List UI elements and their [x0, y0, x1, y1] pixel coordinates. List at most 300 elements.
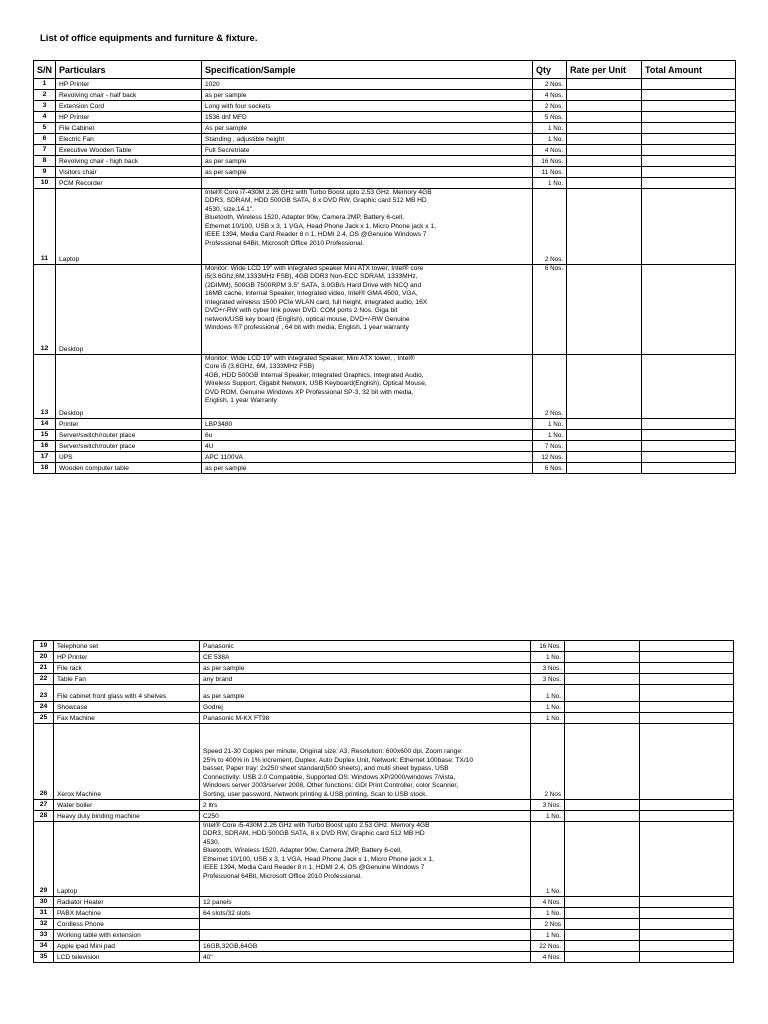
cell-rate: [567, 145, 642, 156]
table-row: [34, 265, 736, 355]
cell-qty: 1 No.: [531, 811, 565, 822]
cell-total: [642, 419, 736, 430]
cell-rate: [565, 811, 640, 822]
header-sn: S/N: [34, 61, 56, 79]
cell-qty: 2 Nos: [531, 919, 565, 930]
table-row: [34, 930, 734, 941]
cell-rate: [565, 663, 640, 674]
table-row: [34, 452, 736, 463]
cell-sn: 18: [34, 463, 56, 474]
cell-particulars: Xerox Machine: [54, 724, 200, 800]
spec-line: Ethernet 10/100, USB x 3, 1 VGA, Head Phone Jack x 1, Micro Phone jack x 1,: [205, 222, 436, 230]
spec-line: 16GB,32GB,64GB: [203, 942, 258, 950]
spec-line: as per sample: [203, 692, 245, 700]
cell-rate: [565, 930, 640, 941]
table-row: [34, 79, 736, 90]
cell-particulars: Showcase: [54, 702, 200, 713]
cell-qty: 1 No.: [533, 430, 567, 441]
cell-specification: [200, 919, 531, 930]
cell-qty: 1 No.: [533, 419, 567, 430]
cell-rate: [565, 952, 640, 963]
cell-specification: [200, 724, 531, 800]
spec-line: Connectivity: USB 2.0 Compatible, Supported OS: Windows XP/2000/windows 7/vista,: [203, 773, 456, 781]
table-row: [34, 145, 736, 156]
cell-particulars: Laptop: [54, 822, 200, 897]
header-rate: Rate per Unit: [567, 61, 642, 79]
cell-specification: [202, 90, 533, 101]
cell-rate: [567, 156, 642, 167]
spec-line: DDR3, SDRAM, HDD 500GB SATA, 8 x DVD RW, Graphic card 512 MB HD: [203, 830, 425, 838]
cell-sn: 26: [34, 724, 54, 800]
cell-rate: [565, 724, 640, 800]
cell-particulars: Printer: [56, 419, 202, 430]
cell-rate: [567, 112, 642, 123]
cell-rate: [567, 430, 642, 441]
table-row: [34, 941, 734, 952]
table-row: [34, 641, 734, 652]
cell-sn: 9: [34, 167, 56, 178]
spec-line: as per sample: [205, 91, 247, 99]
table-row: [34, 908, 734, 919]
table-row: [34, 713, 734, 724]
table-header-row: [34, 61, 736, 79]
cell-rate: [567, 419, 642, 430]
spec-line: English, 1 year Warranty: [205, 397, 277, 405]
spec-line: 4530, size,14.1".: [205, 205, 254, 213]
cell-total: [640, 641, 734, 652]
spec-line: as per sample: [203, 664, 245, 672]
cell-total: [640, 800, 734, 811]
spec-line: as per sample: [205, 464, 247, 472]
cell-sn: 29: [34, 822, 54, 897]
cell-sn: 4: [34, 112, 56, 123]
cell-sn: 7: [34, 145, 56, 156]
cell-sn: 25: [34, 713, 54, 724]
cell-specification: [200, 941, 531, 952]
cell-specification: [202, 156, 533, 167]
cell-particulars: HP Printer: [56, 112, 202, 123]
cell-total: [642, 156, 736, 167]
cell-qty: 16 Nos.: [531, 641, 565, 652]
cell-rate: [567, 189, 642, 265]
table-row: [34, 897, 734, 908]
cell-total: [642, 101, 736, 112]
cell-sn: 12: [34, 265, 56, 355]
cell-qty: 11 Nos.: [533, 167, 567, 178]
spec-line: C250: [203, 812, 219, 820]
spec-line: Speed 21-30 Copies per minute, Original size: A3, Resolution: 600x600 dpi, Zoom range:: [203, 748, 463, 756]
cell-sn: 30: [34, 897, 54, 908]
cell-rate: [565, 897, 640, 908]
cell-specification: [200, 800, 531, 811]
table-row: [34, 685, 734, 702]
table-row: [34, 663, 734, 674]
cell-specification: [202, 112, 533, 123]
table-row: [34, 441, 736, 452]
cell-rate: [565, 652, 640, 663]
cell-sn: 31: [34, 908, 54, 919]
spec-line: i5(3.6Ghz,6M,1333MHz FSB), 4GB DDR3 Non-ECC SDRAM, 1333MHz,: [205, 273, 418, 281]
cell-qty: 1 No.: [531, 822, 565, 897]
table-row: [34, 112, 736, 123]
spec-line: CE 538A: [203, 653, 230, 661]
table-row: [34, 800, 734, 811]
spec-line: As per sample: [205, 124, 248, 132]
spec-line: Sorting, user password, Network printing & USB printing, Scan to USB stock.: [203, 790, 428, 798]
cell-sn: 22: [34, 674, 54, 685]
cell-sn: 24: [34, 702, 54, 713]
cell-qty: 3 Nos.: [531, 800, 565, 811]
cell-total: [642, 441, 736, 452]
spec-line: DVD+/-RW with cyber link power DVD. COM ports 2 Nos. Giga bit: [205, 307, 398, 315]
cell-particulars: Table Fan: [54, 674, 200, 685]
cell-specification: [202, 145, 533, 156]
spec-line: Professional 64Bit, Microsoft Office 2010 Professional.: [203, 872, 362, 880]
cell-rate: [567, 90, 642, 101]
cell-rate: [565, 822, 640, 897]
spec-line: 64 slots/32 slots: [203, 909, 251, 917]
spec-line: Windows ®7 professional , 64 bit with media, English, 1 year warranty: [205, 324, 409, 332]
cell-specification: [202, 178, 533, 189]
cell-total: [642, 265, 736, 355]
cell-qty: 1 No.: [531, 685, 565, 702]
cell-total: [642, 123, 736, 134]
equipment-table-2: [33, 640, 734, 963]
cell-sn: 2: [34, 90, 56, 101]
table-row: [34, 811, 734, 822]
cell-total: [640, 811, 734, 822]
cell-particulars: Telephone set: [54, 641, 200, 652]
cell-sn: 35: [34, 952, 54, 963]
spec-line: Panasonic: [203, 642, 234, 650]
cell-qty: 2 Nos.: [533, 79, 567, 90]
cell-sn: 34: [34, 941, 54, 952]
spec-line: Professional 64Bit, Microsoft Office 2010 Professional.: [205, 239, 364, 247]
table-row: [34, 167, 736, 178]
cell-total: [640, 952, 734, 963]
cell-rate: [567, 123, 642, 134]
cell-particulars: Visitors chair: [56, 167, 202, 178]
cell-total: [640, 724, 734, 800]
spec-line: Ethernet 10/100, USB x 3, 1 VGA, Head Phone Jack x 1, Micro Phone jack x 1,: [203, 855, 434, 863]
cell-particulars: PABX Machine: [54, 908, 200, 919]
cell-qty: 4 Nos.: [531, 897, 565, 908]
table-row: [34, 430, 736, 441]
spec-line: LBP3480: [205, 420, 233, 428]
cell-specification: [200, 811, 531, 822]
cell-total: [642, 79, 736, 90]
cell-total: [640, 685, 734, 702]
cell-total: [640, 822, 734, 897]
cell-qty: 1 No.: [531, 908, 565, 919]
header-total: Total Amount: [642, 61, 736, 79]
cell-particulars: Apple ipad Mini pad: [54, 941, 200, 952]
cell-specification: [202, 167, 533, 178]
cell-total: [642, 189, 736, 265]
cell-sn: 10: [34, 178, 56, 189]
cell-sn: 19: [34, 641, 54, 652]
cell-total: [640, 908, 734, 919]
spec-line: Full Secretriate: [205, 146, 250, 154]
cell-specification: [200, 908, 531, 919]
cell-sn: 28: [34, 811, 54, 822]
cell-rate: [565, 674, 640, 685]
table-row: [34, 123, 736, 134]
cell-particulars: Desktop: [56, 265, 202, 355]
cell-specification: [202, 419, 533, 430]
cell-qty: 1 No.: [531, 930, 565, 941]
header-specification: Specification/Sample: [202, 61, 533, 79]
cell-specification: [200, 652, 531, 663]
cell-rate: [565, 908, 640, 919]
cell-rate: [565, 702, 640, 713]
cell-specification: [202, 101, 533, 112]
cell-specification: [200, 685, 531, 702]
cell-sn: 27: [34, 800, 54, 811]
cell-qty: 1 No.: [533, 134, 567, 145]
cell-total: [642, 430, 736, 441]
cell-particulars: HP Printer: [54, 652, 200, 663]
cell-qty: 16 Nos.: [533, 156, 567, 167]
table-row: [34, 355, 736, 419]
cell-specification: [202, 463, 533, 474]
cell-sn: 16: [34, 441, 56, 452]
cell-particulars: Radiator Heater: [54, 897, 200, 908]
cell-qty: 2 Nos.: [533, 355, 567, 419]
spec-line: Integrated wireless 1500 PCIe WLAN card, full height, integrated audio, 16X: [205, 298, 428, 306]
cell-sn: 14: [34, 419, 56, 430]
cell-specification: [202, 430, 533, 441]
cell-specification: [202, 452, 533, 463]
spec-line: as per sample: [205, 157, 247, 165]
spec-line: any brand: [203, 675, 233, 683]
cell-rate: [565, 713, 640, 724]
cell-specification: [202, 441, 533, 452]
spec-line: APC 1100VA: [205, 453, 243, 461]
cell-specification: [202, 79, 533, 90]
cell-rate: [567, 79, 642, 90]
spec-line: IEEE 1394, Media Card Reader 8 n 1, HDMI 2.4, OS @Genuine Windows 7: [205, 231, 427, 239]
spec-line: Bluetooth, Wireless 1520, Adapter 90w, Camera 2MP, Battery 6-cell,: [205, 214, 404, 222]
cell-qty: 22 Nos.: [531, 941, 565, 952]
cell-rate: [567, 441, 642, 452]
cell-rate: [567, 167, 642, 178]
spec-line: as per sample: [205, 168, 247, 176]
spec-line: 25% to 400% in 1% increment, Duplex: Auto Duplex Unit, Network: Ethernet 100base: TX/10: [203, 756, 474, 764]
spec-line: Bluetooth, Wireless 1520, Adapter 90w, Camera 2MP, Battery 6-cell,: [203, 847, 402, 855]
spec-line: Intel® Core i5-430M 2.26 GHz with Turbo Boost upto 2.53 GHz. Memory 4GB: [203, 822, 430, 829]
table-row: [34, 724, 734, 800]
cell-rate: [565, 941, 640, 952]
cell-total: [640, 941, 734, 952]
spec-line: Standing , adjustible height: [205, 135, 285, 143]
cell-qty: 6 Nos.: [533, 463, 567, 474]
cell-specification: [202, 189, 533, 265]
cell-total: [640, 919, 734, 930]
cell-qty: 7 Nos.: [533, 441, 567, 452]
cell-particulars: Revolving chair - half back: [56, 90, 202, 101]
cell-particulars: File rack: [54, 663, 200, 674]
spec-line: Intel® Core i7-430M 2.26 GHz with Turbo Boost upto 2.53 GHz. Memory 4GB: [205, 189, 432, 196]
cell-particulars: Extension Cord: [56, 101, 202, 112]
spec-line: 40": [203, 953, 213, 961]
cell-qty: 6 Nos.: [533, 265, 567, 355]
cell-qty: 1 No.: [531, 713, 565, 724]
cell-qty: 2 Nos.: [533, 101, 567, 112]
spec-line: DDR3, SDRAM, HDD 500GB SATA, 8 x DVD RW, Graphic card 512 MB HD: [205, 197, 427, 205]
spec-line: Wireless Support, Gigabit Network, USB Keyboard(English), Optical Mouse,: [205, 380, 427, 388]
cell-specification: [200, 822, 531, 897]
spec-line: Panasonic M-KX FT98: [203, 714, 270, 722]
cell-total: [640, 897, 734, 908]
spec-line: network/USB key board (English), optical mouse, DVD+/-RW Genuine: [205, 315, 410, 323]
cell-sn: 20: [34, 652, 54, 663]
spec-line: 12 panels: [203, 898, 232, 906]
spec-line: (2DIMM), 500GB 7500RPM 3.5" SATA, 3.0GB/s Hard Drive with NCQ and: [205, 281, 422, 289]
cell-total: [642, 452, 736, 463]
cell-total: [642, 112, 736, 123]
cell-total: [640, 930, 734, 941]
cell-specification: [202, 123, 533, 134]
cell-specification: [200, 930, 531, 941]
cell-qty: 2 Nos: [531, 724, 565, 800]
table-row: [34, 178, 736, 189]
spec-line: Monitor: Wide LCD 19" with integrated speaker Mini ATX tower, Intel® core: [205, 265, 424, 272]
spec-line: Windows server 2003/server 2008, Other functions: GDI Print Controller, color Scanner,: [203, 782, 459, 790]
cell-total: [640, 663, 734, 674]
cell-sn: 1: [34, 79, 56, 90]
spec-line: 1020: [205, 80, 220, 88]
cell-sn: 15: [34, 430, 56, 441]
cell-specification: [200, 713, 531, 724]
cell-qty: 12 Nos.: [533, 452, 567, 463]
cell-particulars: LCD television: [54, 952, 200, 963]
cell-rate: [565, 641, 640, 652]
spec-line: Long with four sockets: [205, 102, 271, 110]
cell-rate: [565, 800, 640, 811]
document-title: List of office equipments and furniture & fixture.: [40, 33, 258, 44]
cell-specification: [202, 355, 533, 419]
cell-particulars: Working table with extension: [54, 930, 200, 941]
table-row: [34, 134, 736, 145]
cell-particulars: Heavy duty binding machine: [54, 811, 200, 822]
cell-total: [640, 713, 734, 724]
cell-sn: 23: [34, 685, 54, 702]
cell-sn: 13: [34, 355, 56, 419]
spec-line: 4530,: [203, 838, 220, 846]
cell-particulars: Revolving chair - high back: [56, 156, 202, 167]
cell-qty: 3 Nos.: [531, 663, 565, 674]
cell-particulars: Water boiler: [54, 800, 200, 811]
spec-line: IEEE 1394, Media Card Reader 8 n 1, HDMI 2.4, OS @Genuine Windows 7: [203, 864, 425, 872]
table-row: [34, 156, 736, 167]
cell-total: [640, 652, 734, 663]
cell-qty: 3 Nos.: [531, 674, 565, 685]
spec-line: 4GB, HDD 500GB Internal Speaker, Integrated Graphics, Integrated Audio,: [205, 371, 424, 379]
cell-rate: [567, 134, 642, 145]
cell-qty: 4 Nos.: [533, 145, 567, 156]
cell-qty: 1 No.: [531, 702, 565, 713]
cell-total: [642, 178, 736, 189]
table-row: [34, 702, 734, 713]
table-row: [34, 652, 734, 663]
cell-rate: [567, 463, 642, 474]
cell-specification: [202, 265, 533, 355]
cell-particulars: Fax Machine: [54, 713, 200, 724]
cell-particulars: UPS: [56, 452, 202, 463]
cell-rate: [565, 685, 640, 702]
cell-sn: 6: [34, 134, 56, 145]
header-particulars: Particulars: [56, 61, 202, 79]
cell-specification: [200, 702, 531, 713]
table-row: [34, 674, 734, 685]
spec-line: 2 ltrs: [203, 801, 218, 809]
cell-total: [642, 167, 736, 178]
cell-total: [642, 355, 736, 419]
cell-qty: 4 Nos.: [533, 90, 567, 101]
cell-qty: 1 No.: [531, 652, 565, 663]
cell-total: [642, 90, 736, 101]
cell-particulars: Laptop: [56, 189, 202, 265]
cell-particulars: HP Printer: [56, 79, 202, 90]
cell-particulars: File Cabinet: [56, 123, 202, 134]
table-row: [34, 90, 736, 101]
cell-particulars: Electric Fan: [56, 134, 202, 145]
table-row: [34, 463, 736, 474]
cell-particulars: Server/switch/router place: [56, 441, 202, 452]
cell-total: [640, 674, 734, 685]
cell-total: [642, 134, 736, 145]
table-row: [34, 419, 736, 430]
cell-sn: 32: [34, 919, 54, 930]
cell-rate: [567, 178, 642, 189]
cell-total: [642, 463, 736, 474]
cell-specification: [200, 674, 531, 685]
cell-total: [642, 145, 736, 156]
cell-sn: 21: [34, 663, 54, 674]
table-row: [34, 822, 734, 897]
spec-line: basset, Paper tray: 2x250 sheet standard(500 sheets), and multi sheet bypass, USB: [203, 765, 449, 773]
cell-particulars: PCM Recorder: [56, 178, 202, 189]
header-qty: Qty: [533, 61, 567, 79]
spec-line: DVD ROM, Genuine Windows XP Professional SP-3, 32 bit with media,: [205, 388, 414, 396]
cell-rate: [565, 919, 640, 930]
cell-rate: [567, 265, 642, 355]
cell-sn: 17: [34, 452, 56, 463]
cell-specification: [200, 663, 531, 674]
cell-qty: 4 Nos.: [531, 952, 565, 963]
cell-qty: 5 Nos.: [533, 112, 567, 123]
cell-specification: [202, 134, 533, 145]
spec-line: 6u: [205, 431, 213, 439]
cell-particulars: Executive Wooden Table: [56, 145, 202, 156]
cell-particulars: Wooden computer table: [56, 463, 202, 474]
table-row: [34, 189, 736, 265]
spec-line: 1536 dnf MFD: [205, 113, 247, 121]
spec-line: 4U: [205, 442, 214, 450]
cell-specification: [200, 952, 531, 963]
cell-qty: 1 No.: [533, 178, 567, 189]
cell-specification: [200, 897, 531, 908]
cell-rate: [567, 452, 642, 463]
cell-rate: [567, 101, 642, 112]
cell-sn: 3: [34, 101, 56, 112]
spec-line: Godrej: [203, 703, 223, 711]
spec-line: Monitor: Wide LCD 19" with integrated Speaker, Mini ATX tower, , Intel®: [205, 355, 415, 362]
cell-sn: 5: [34, 123, 56, 134]
cell-qty: 1 No.: [533, 123, 567, 134]
spec-line: 16MB cache, Internal Speaker, Integrated video, Intel® GMA 4500, VGA,: [205, 290, 418, 298]
